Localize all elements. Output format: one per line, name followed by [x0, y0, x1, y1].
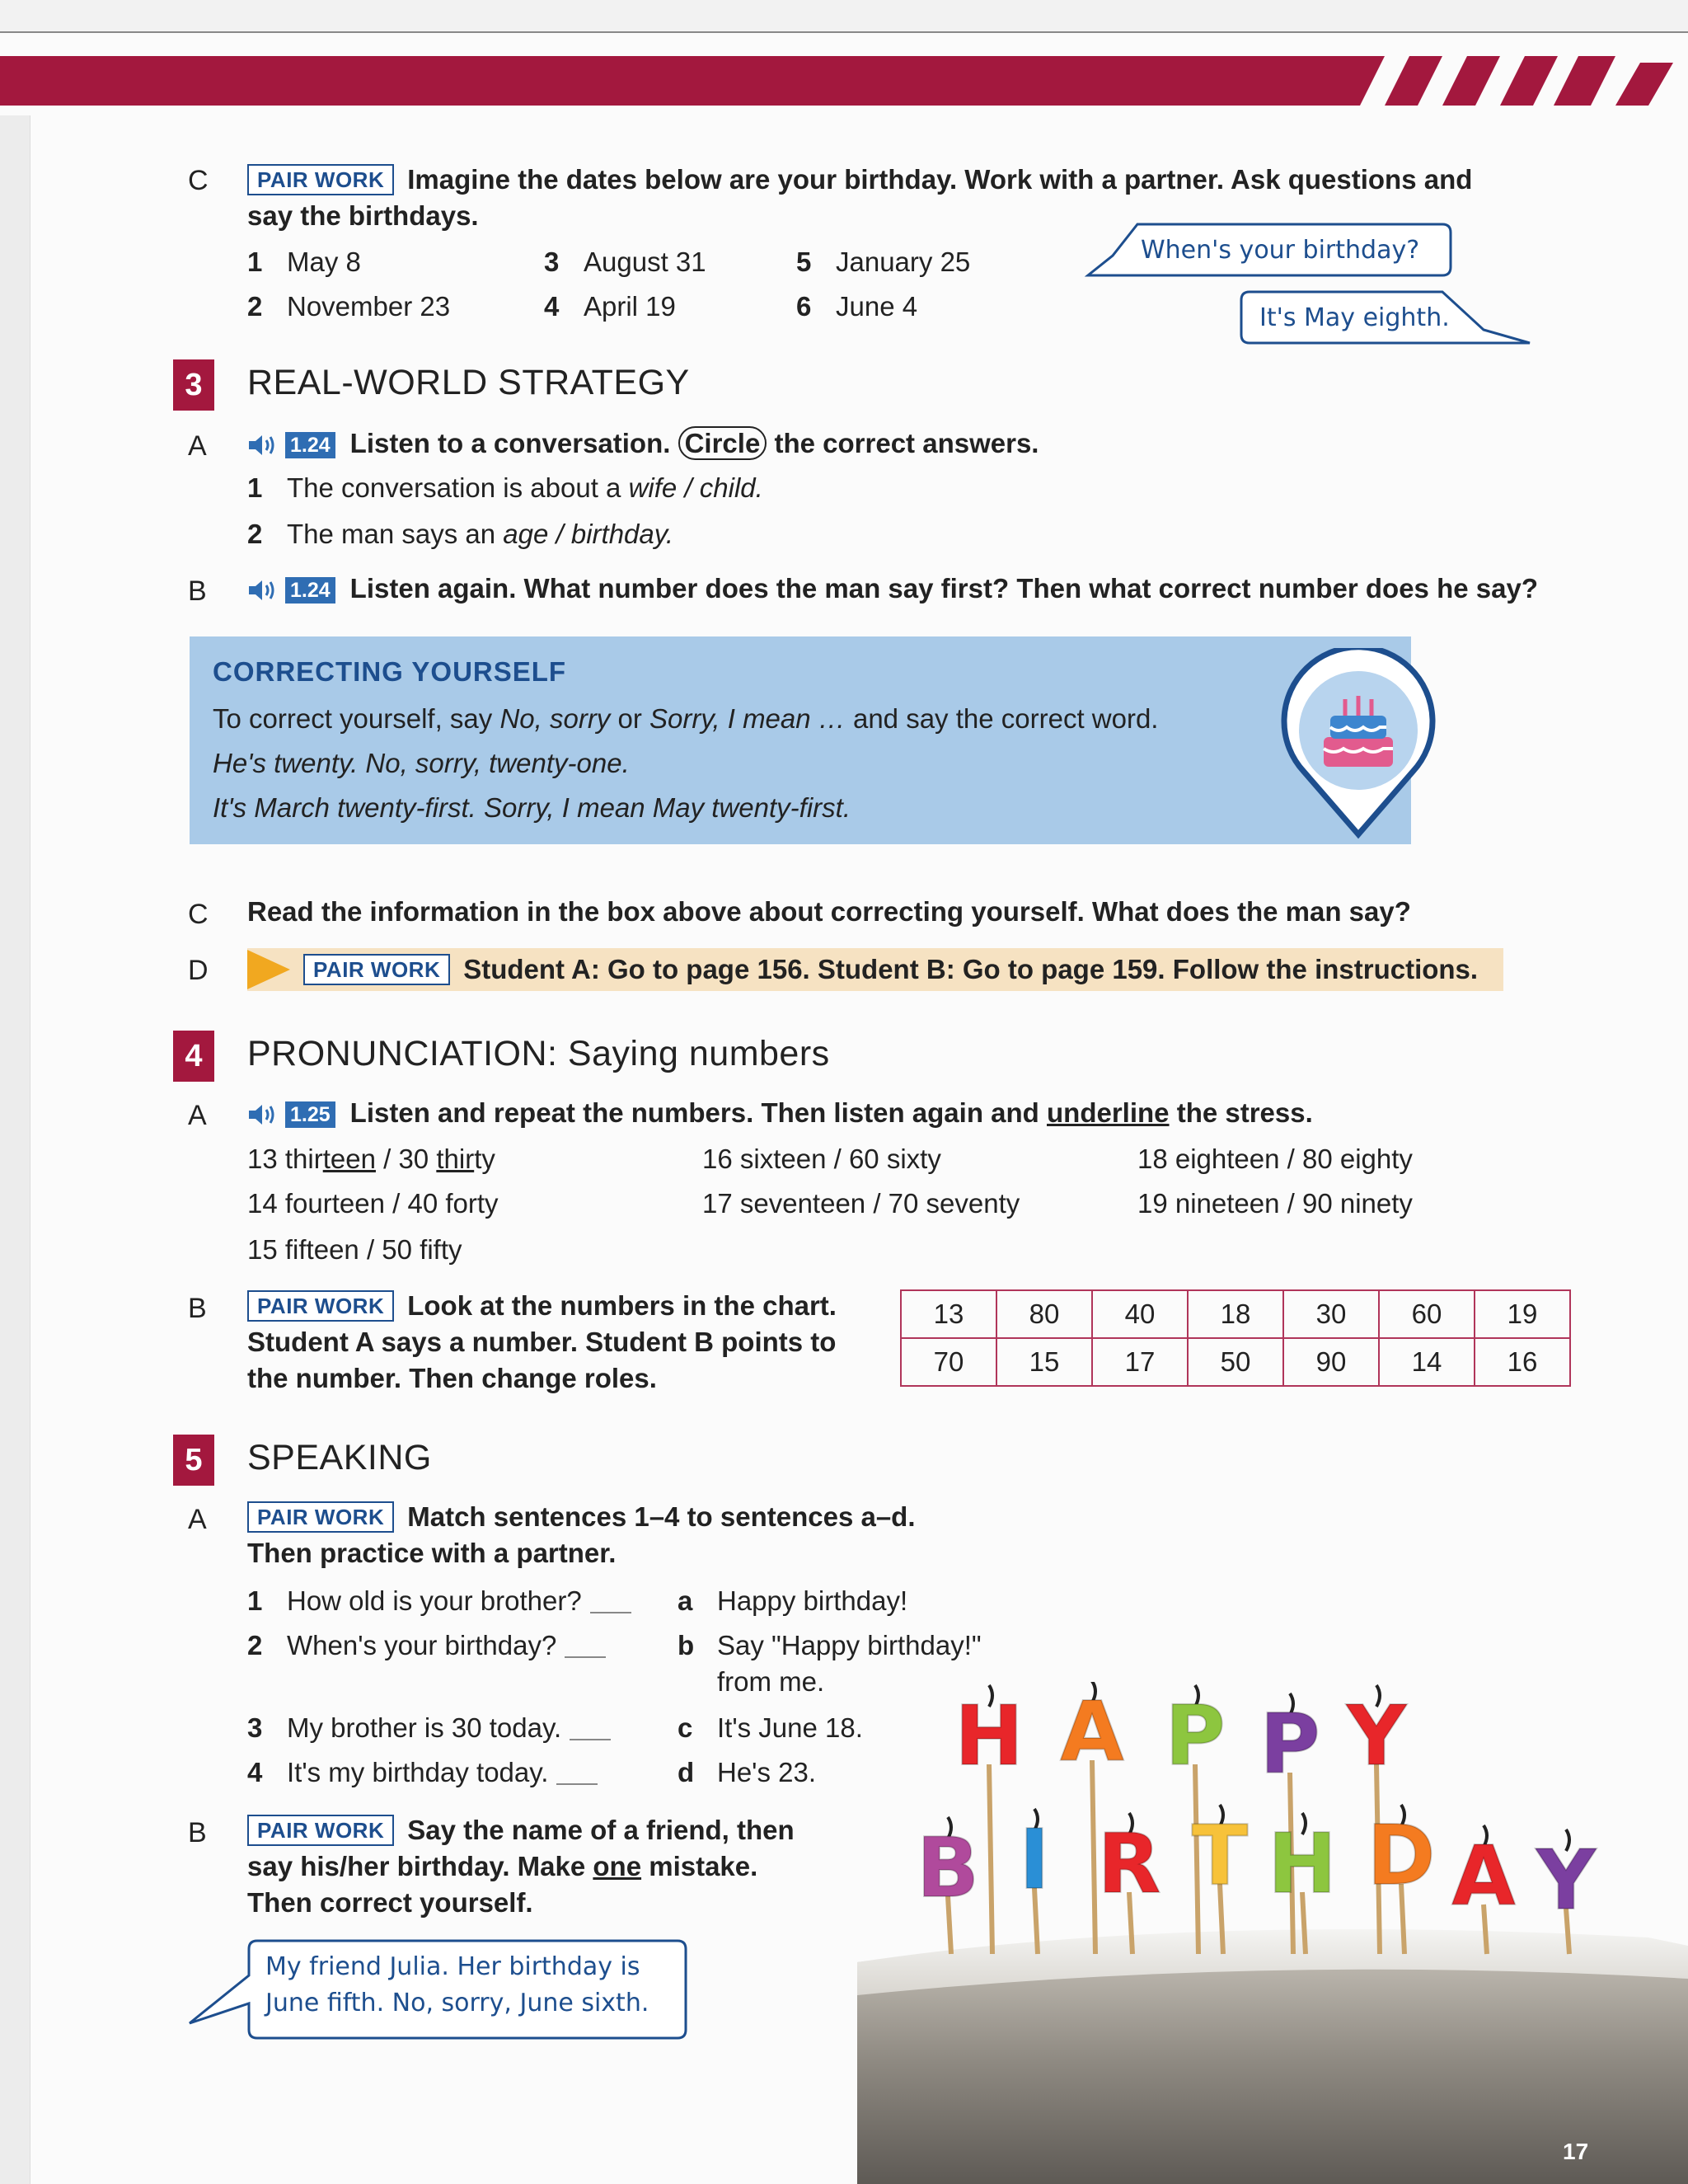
chart-cell[interactable]: 30 — [1283, 1290, 1379, 1338]
exercise-letter: B — [188, 1293, 207, 1324]
exercise-letter: A — [188, 1100, 207, 1131]
chart-cell[interactable]: 80 — [996, 1290, 1092, 1338]
chart-cell[interactable]: 70 — [901, 1338, 996, 1386]
chart-row — [901, 1338, 1570, 1386]
question-item: 1 The conversation is about a wife / child. — [247, 472, 763, 503]
number-pair: 15 fifteen / 50 fifty — [247, 1234, 462, 1265]
exercise-3d-instruction: PAIR WORK Student A: Go to page 156. Student B: Go to page 159. Follow the instructions. — [303, 951, 1478, 988]
section-title: SPEAKING — [247, 1438, 432, 1477]
section-title: PRONUNCIATION: Saying numbers — [247, 1034, 830, 1073]
number-pair: 19 nineteen / 90 ninety — [1137, 1188, 1413, 1219]
chart-cell[interactable]: 16 — [1475, 1338, 1570, 1386]
play-arrow-icon — [247, 950, 290, 989]
match-sentence: 3 My brother is 30 today. — [247, 1710, 611, 1746]
section-title: REAL-WORLD STRATEGY — [247, 363, 690, 402]
candle-letter: A — [1451, 1828, 1516, 1924]
bubble-question-text: When's your birthday? — [1141, 236, 1420, 265]
match-response: d He's 23. — [678, 1757, 817, 1787]
bubble-example-text: My friend Julia. Her birthday is June fifth. No, sorry, June sixth. — [265, 1952, 649, 2017]
chart-cell[interactable]: 19 — [1475, 1290, 1570, 1338]
pair-work-label: PAIR WORK — [247, 1501, 394, 1533]
section-number: 5 — [173, 1435, 214, 1486]
header-band — [0, 56, 1688, 115]
track-number: 1.25 — [285, 1101, 335, 1128]
number-pair: 17 seventeen / 70 seventy — [702, 1188, 1020, 1219]
audio-track[interactable] — [247, 1101, 335, 1128]
speaker-icon — [247, 578, 280, 603]
candle-letter: Y — [1346, 1688, 1407, 1784]
box-example: It's March twenty-first. Sorry, I mean May twenty-first. — [213, 792, 851, 823]
chart-cell[interactable]: 18 — [1188, 1290, 1283, 1338]
bubble-answer-text: It's May eighth. — [1259, 303, 1450, 332]
candle-letter: H — [1268, 1815, 1337, 1912]
exercise-3a-instruction: 1.24 Listen to a conversation. Circle the correct answers. — [247, 425, 1039, 462]
candle-letter: H — [954, 1688, 1024, 1784]
candle-letter: I — [1019, 1811, 1050, 1908]
speaker-icon — [247, 433, 280, 458]
speaker-icon — [247, 1102, 280, 1127]
date-item: 3 August 31 — [544, 247, 706, 277]
exercise-letter: C — [188, 899, 209, 930]
exercise-5b-instruction: PAIR WORK Say the name of a friend, then say his/her birthday. Make one mistake. Then correct yourself. — [247, 1815, 795, 1918]
page-top-edge — [0, 0, 1688, 33]
exercise-letter: C — [188, 165, 209, 196]
candle-letter: B — [916, 1820, 980, 1916]
candle-letter: P — [1259, 1696, 1320, 1792]
date-item: 1 May 8 — [247, 247, 361, 277]
birthday-cake-photo — [857, 1682, 1688, 2184]
chart-cell[interactable]: 50 — [1188, 1338, 1283, 1386]
date-item: 5 January 25 — [796, 247, 971, 277]
chart-cell[interactable]: 15 — [996, 1338, 1092, 1386]
chart-cell[interactable]: 40 — [1092, 1290, 1188, 1338]
date-item: 4 April 19 — [544, 291, 676, 322]
candle-letter: R — [1097, 1815, 1161, 1912]
match-response: a Happy birthday! — [678, 1585, 908, 1616]
candle-stick — [1092, 1760, 1095, 1954]
match-sentence: 2 When's your birthday? — [247, 1627, 606, 1664]
date-item: 2 November 23 — [247, 291, 451, 322]
exercise-3c-instruction: Read the information in the box above about correcting yourself. What does the man say? — [247, 896, 1411, 927]
pair-work-label: PAIR WORK — [247, 1290, 394, 1322]
candle-stick — [989, 1764, 992, 1954]
candle-letter: Y — [1536, 1832, 1597, 1928]
match-sentence: 1 How old is your brother? — [247, 1583, 631, 1619]
left-page-edge — [0, 115, 30, 2184]
section-number: 4 — [173, 1031, 214, 1082]
exercise-letter: A — [188, 430, 207, 462]
track-number: 1.24 — [285, 432, 335, 458]
cake-pin-icon — [1276, 648, 1441, 846]
exercise-4a-instruction: 1.25 Listen and repeat the numbers. Then listen again and underline the stress. — [247, 1095, 1313, 1131]
audio-track[interactable] — [247, 577, 335, 604]
candle-letter: D — [1367, 1807, 1436, 1904]
match-sentence: 4 It's my birthday today. — [247, 1754, 598, 1791]
chart-cell[interactable]: 90 — [1283, 1338, 1379, 1386]
number-pair: 13 thirteen / 30 thirty — [247, 1144, 495, 1174]
chart-cell[interactable]: 60 — [1379, 1290, 1475, 1338]
page-number: 17 — [1563, 2139, 1589, 2164]
number-pair: 14 fourteen / 40 forty — [247, 1188, 499, 1219]
chart-cell[interactable]: 13 — [901, 1290, 996, 1338]
match-response: b Say "Happy birthday!" from me. — [678, 1630, 982, 1697]
exercise-letter: D — [188, 955, 209, 986]
exercise-3b-instruction: 1.24 Listen again. What number does the man say first? Then what correct number does he say? — [247, 571, 1538, 607]
track-number: 1.24 — [285, 577, 335, 604]
exercise-4b-instruction: PAIR WORK Look at the numbers in the chart. Student A says a number. Student B points to the number. Then change roles. — [247, 1290, 837, 1393]
box-line: To correct yourself, say No, sorry or Sorry, I mean … and say the correct word. — [213, 703, 1159, 734]
numbers-chart — [900, 1289, 1571, 1387]
box-title: CORRECTING YOURSELF — [213, 656, 567, 687]
pair-work-label: PAIR WORK — [247, 1815, 394, 1846]
pair-work-label: PAIR WORK — [303, 954, 450, 985]
section-number: 3 — [173, 359, 214, 411]
candle-letter: A — [1060, 1684, 1124, 1780]
number-pair: 16 sixteen / 60 sixty — [702, 1144, 941, 1174]
exercise-letter: B — [188, 575, 207, 607]
number-pair: 18 eighteen / 80 eighty — [1137, 1144, 1413, 1174]
circle-word: Circle — [678, 426, 767, 460]
chart-cell[interactable]: 14 — [1379, 1338, 1475, 1386]
exercise-letter: A — [188, 1504, 207, 1535]
chart-cell[interactable]: 17 — [1092, 1338, 1188, 1386]
candle-letter: P — [1165, 1688, 1226, 1784]
exercise-letter: B — [188, 1817, 207, 1848]
pair-work-label: PAIR WORK — [247, 164, 394, 195]
box-example: He's twenty. No, sorry, twenty-one. — [213, 748, 630, 778]
date-item: 6 June 4 — [796, 291, 918, 322]
exercise-5a-instruction: PAIR WORK Match sentences 1–4 to sentences a–d. Then practice with a partner. — [247, 1501, 916, 1568]
question-item: 2 The man says an age / birthday. — [247, 519, 673, 549]
candle-letter: T — [1191, 1807, 1249, 1904]
chart-row — [901, 1290, 1570, 1338]
exercise-2c-instruction: PAIR WORK Imagine the dates below are your birthday. Work with a partner. Ask questions and say the birthdays. — [247, 164, 1473, 231]
match-response: c It's June 18. — [678, 1712, 863, 1743]
audio-track[interactable] — [247, 432, 335, 458]
